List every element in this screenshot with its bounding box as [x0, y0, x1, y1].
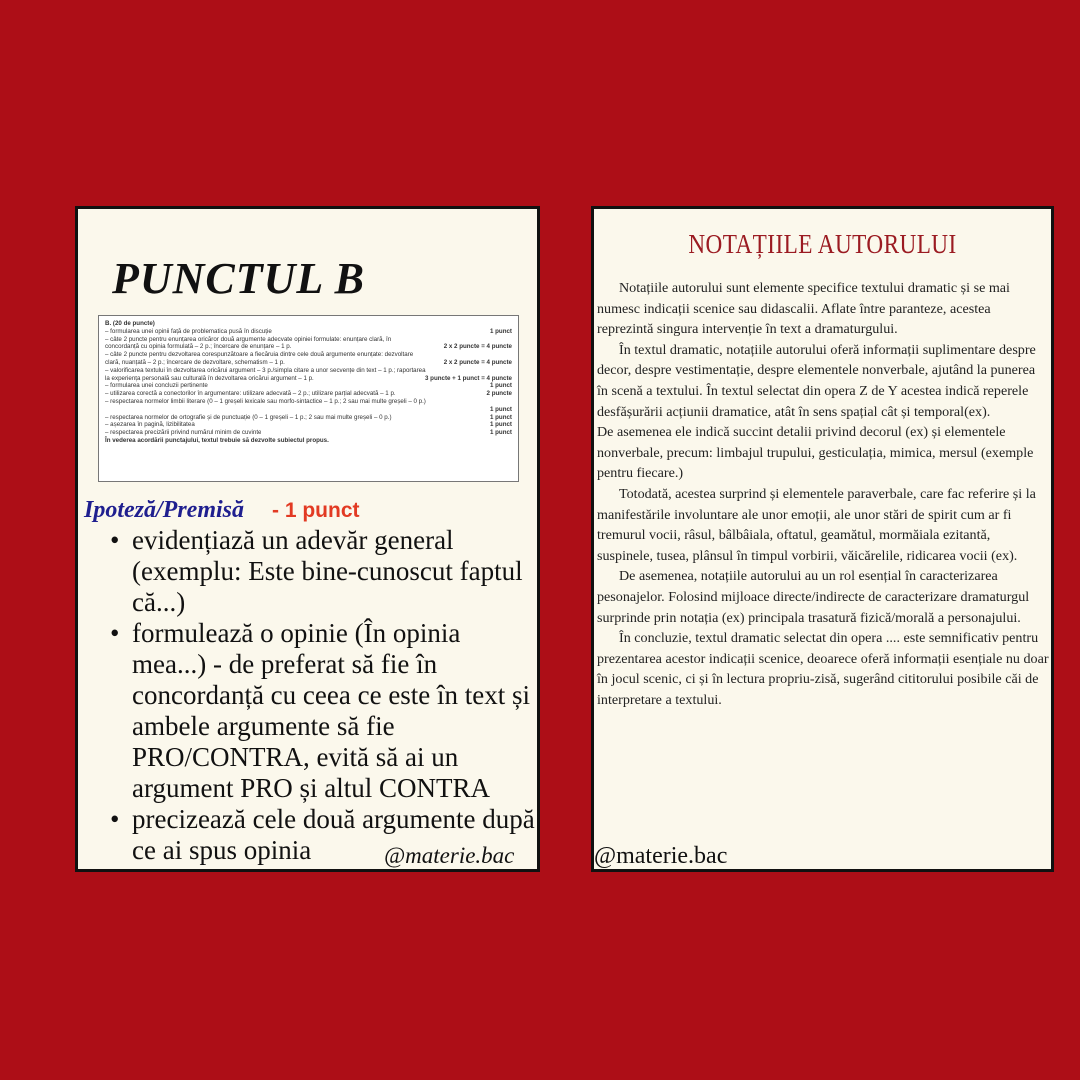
body-paragraph: În textul dramatic, notațiile autorului oferă informații suplimentare despre decor, despre vestimentație, despre elementele nonverbale, ajutând la punerea în scenă a textului. În textul selectat din opera Z de Y acestea indică reperele desfășurării acțiunii dramatice, atât în sens spațial cât și temporal(ex). — [597, 341, 1036, 420]
body-paragraph: Totodată, acestea surprind și elementele paraverbale, care fac referire și la manifestările involuntare ale unor emoții, ale unor stări de spirit cum ar fi tremurul vocii, râsul, bâlbâiala, oftatul, geamătul, mormăiala ezitantă, suspinele, tusea, plânsul în timpul vorbirii, văicărelile, ridicarea vocii (ex). — [597, 485, 1036, 564]
scoring-rubric-image — [98, 315, 519, 482]
rubric-row-text: – respectarea normelor de ortografie și de punctuație (0 – 1 greșeli – 1 p.; 2 sau mai multe greșeli – 0 p.) — [105, 413, 392, 421]
rubric-row — [105, 398, 512, 406]
rubric-row-points: 1 punct — [489, 413, 512, 421]
body-paragraph: nonverbale, precum: limbajul trupului, gesticulația, mimica, mersul (exemple pentru fiecare.) — [597, 444, 1034, 482]
rubric-row-text: – așezarea în pagină, lizibilitatea — [105, 421, 195, 429]
rubric-row — [105, 359, 512, 367]
ipoteza-title: Ipoteză/Premisă — [84, 497, 244, 523]
bullet-item — [108, 618, 538, 804]
rubric-row — [105, 328, 512, 336]
bullet-icon: • — [110, 804, 120, 834]
rubric-row-points: 1 punct — [489, 382, 512, 390]
body-paragraph: Notațiile autorului sunt elemente specifice textului dramatic și se mai numesc indicații scenice sau didascalii. Aflate între paranteze, acestea reprezintă singura intervenție în text a dramaturgului. — [597, 280, 1010, 338]
right-card — [591, 206, 1054, 872]
bullet-icon: • — [110, 618, 120, 648]
rubric-row-text: clară, nuanțată – 2 p.; încercare de dezvoltare, schematism – 1 p. — [105, 358, 285, 366]
rubric-row-points: 1 punct — [489, 327, 512, 335]
rubric-row — [105, 336, 512, 344]
rubric-row-points — [506, 351, 512, 359]
bullet-text: formulează o opinie (În opinia mea...) - de preferat să fie în concordanță cu ceea ce este în text și ambele argumente să fie PRO/CONTRA, evită să ai un argument PRO și altul CONTRA — [132, 618, 531, 803]
bullet-icon: • — [110, 525, 120, 555]
left-handle: @materie.bac — [384, 843, 515, 868]
rubric-row-text: – câte 2 puncte pentru dezvoltarea corespunzătoare a fiecăruia dintre cele două argumente enunțate: dezvoltare — [105, 351, 414, 359]
rubric-row-points — [506, 336, 512, 344]
rubric-row-text: – valorificarea textului în dezvoltarea oricărui argument – 3 p./simpla citare a unor secvențe din text – 1 p.; raportarea — [105, 366, 426, 374]
rubric-row-points: 3 puncte + 1 punct = 4 puncte — [425, 374, 512, 382]
rubric-row — [105, 343, 512, 351]
rubric-row — [105, 421, 512, 429]
rubric-row — [105, 406, 512, 414]
bullet-text: precizează cele două argumente după ce ai spus opinia — [132, 804, 535, 865]
rubric-row — [105, 382, 512, 390]
bullet-text: evidențiază un adevăr general (exemplu: Este bine-cunoscut faptul că...) — [132, 525, 523, 617]
rubric-row-points: 1 punct — [489, 405, 512, 413]
left-card — [75, 206, 540, 872]
right-card-title: NOTAȚIILE AUTORULUI — [688, 229, 957, 259]
rubric-row-text: – formularea unei opinii față de problematica pusă în discuție — [105, 327, 272, 335]
rubric-row-points: 1 punct — [489, 421, 512, 429]
rubric-footer: În vederea acordării punctajului, textul trebuie să dezvolte subiectul propus. — [105, 436, 329, 444]
rubric-row-text: concordanță cu opinia formulată – 2 p.; încercare de enunțare – 1 p. — [105, 343, 292, 351]
rubric-row — [105, 390, 512, 398]
rubric-row — [105, 429, 512, 437]
right-card-body — [597, 278, 1049, 710]
ipoteza-bullet-list — [108, 525, 538, 866]
ipoteza-points: - 1 punct — [272, 499, 360, 522]
left-card-title: PUNCTUL B — [112, 254, 366, 303]
rubric-row-text: – câte 2 puncte pentru enunțarea oricăror două argumente adecvate opiniei formulate: enunțare clară, în — [105, 335, 392, 343]
rubric-row-points: 2 x 2 puncte = 4 puncte — [443, 343, 512, 351]
body-paragraph: În concluzie, textul dramatic selectat din opera .... este semnificativ pentru prezentarea acestor indicații scenice, deoarece oferă informații esențiale nu doar în jocul scenic, ci și în lectura propriu-zisă, sugerând cititorului posibile căi de interpretare a textului. — [597, 630, 1049, 708]
rubric-row-text: la experiența personală sau culturală în dezvoltarea oricărui argument – 1 p. — [105, 374, 314, 382]
rubric-row-points: 2 puncte — [486, 390, 512, 398]
rubric-row — [105, 414, 512, 422]
body-paragraph: De asemenea, notațiile autorului au un rol esențial în caracterizarea pesonajelor. Folosind mijloace directe/indirecte de caracterizare dramaturgul surprinde prin notația (ex) principala trasatură fizică/morală a personajului. — [597, 568, 1030, 626]
rubric-row-points: 2 x 2 puncte = 4 puncte — [443, 358, 512, 366]
rubric-rows — [105, 328, 512, 437]
rubric-row-text: – utilizarea corectă a conectorilor în argumentare: utilizare adecvată – 2 p.; utilizare parțial adecvată – 1 p. — [105, 390, 396, 398]
rubric-row-points — [506, 367, 512, 375]
rubric-row-text: – formularea unei concluzii pertinente — [105, 382, 208, 390]
rubric-row-text: – respectarea precizării privind numărul minim de cuvinte — [105, 429, 262, 437]
bullet-item — [108, 525, 538, 618]
rubric-row-points — [506, 398, 512, 406]
rubric-header: B. (20 de puncte) — [105, 320, 155, 327]
rubric-row-text: – respectarea normelor limbii literare (0 – 1 greșeli lexicale sau morfo-sintactice – 1 p.; 2 sau mai multe greșeli – 0 p.) — [105, 397, 426, 405]
ipoteza-heading — [84, 497, 360, 524]
rubric-row — [105, 367, 512, 375]
rubric-row — [105, 375, 512, 383]
rubric-row-points: 1 punct — [489, 429, 512, 437]
right-handle: @materie.bac — [594, 843, 728, 869]
body-paragraph: De asemenea ele indică succint detalii privind decorul (ex) și elementele — [597, 424, 1006, 441]
rubric-row — [105, 351, 512, 359]
